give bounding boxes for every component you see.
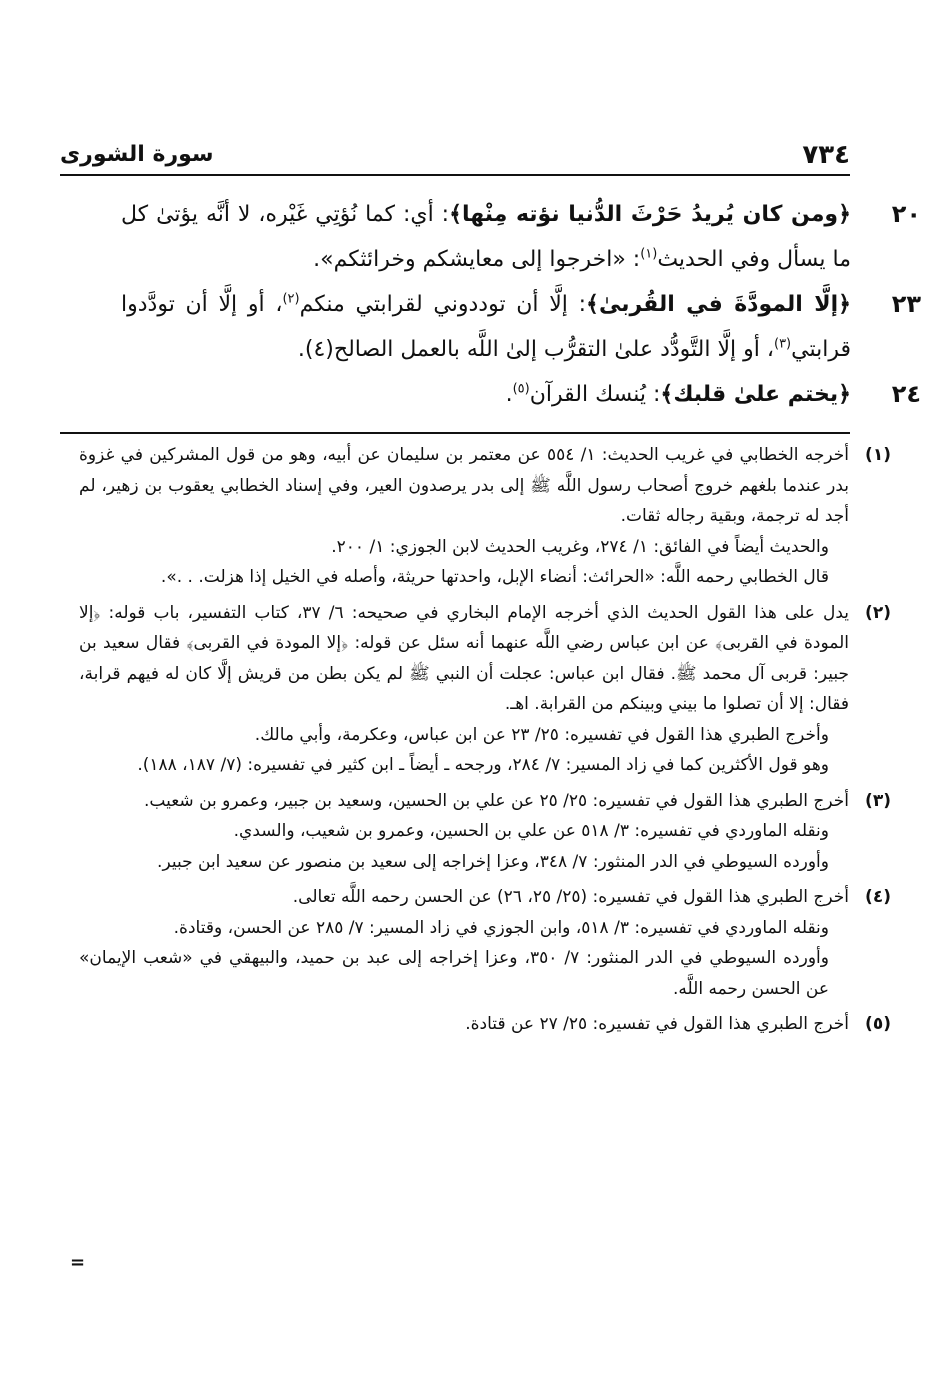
- footnote-paragraph: أخرج الطبري هذا القول في تفسيره: ٢٥/ ٢٧ عن قتادة.: [465, 1014, 849, 1034]
- footnote-paragraph: أخرج الطبري هذا القول في تفسيره: (٢٥/ ٢٥، ٢٦) عن الحسن رحمه اللَّه تعالى.: [292, 887, 849, 907]
- footnote: [79, 786, 891, 878]
- footnote-paragraph: أخرجه الخطابي في غريب الحديث: ١/ ٥٥٤ عن معتمر بن سليمان عن أبيه، وهو من قول المشركين في غزوة بدر عندما بلغهم خروج أصحاب رسول اللَّه ﷺ إلى بدر يرصدون العير، وفي إسناد الخطابي يعقوب بن زهير، لم أجد له ترجمة، وبقية رجاله ثقات.: [79, 445, 849, 526]
- footnote-ref[interactable]: (٥): [512, 381, 530, 397]
- verse-number: ٢٤: [891, 380, 921, 408]
- footnote-paragraph: ونقله الماوردي في تفسيره: ٣/ ٥١٨، وابن الجوزي في زاد المسير: ٧/ ٢٨٥ عن الحسن، وقتادة.: [173, 917, 829, 938]
- footnotes-section: [79, 440, 891, 1045]
- verse-quote: ﴿إلَّا المودَّةَ في القُربىٰ﴾: [586, 292, 852, 317]
- commentary-entry: [121, 372, 921, 417]
- footnote-ref[interactable]: (١): [640, 246, 658, 262]
- footnote: [79, 1009, 891, 1040]
- gloss: ، أو إلَّا أن تودَّدوا قرابتي: [121, 292, 851, 362]
- footnote-paragraph: وأخرج الطبري هذا القول في تفسيره: ٢٥/ ٢٣ عن ابن عباس، وعكرمة، وأبي مالك.: [254, 724, 829, 745]
- gloss: : يُنسك القرآن: [529, 382, 661, 407]
- footnote-number: (١): [865, 445, 891, 465]
- gloss: ، أو إلَّا التَّودُّد علىٰ التقرُّب إلىٰ اللَّه بالعمل الصالح(٤).: [297, 337, 774, 362]
- footnote-paragraph: والحديث أيضاً في الفائق: ١/ ٢٧٤، وغريب الحديث لابن الجوزي: ١/ ٢٠٠.: [331, 536, 829, 557]
- commentary-text: [121, 192, 851, 282]
- verse-number: ٢٣: [891, 290, 921, 318]
- commentary-entry: [121, 192, 921, 282]
- footnote: [79, 440, 891, 593]
- footnote-paragraph: وأورده السيوطي في الدر المنثور: ٧/ ٣٥٠، وعزا إخراجه إلى عبد بن حميد، والبيهقي في «شعب الإيمان» عن الحسن رحمه اللَّه.: [79, 948, 829, 999]
- surah-title: سورة الشورى: [60, 142, 214, 167]
- verse-quote: ﴿ومن كان يُريدُ حَرْثَ الدُّنيا نؤته مِنْها﴾: [449, 202, 852, 227]
- footnote: [79, 598, 891, 781]
- verse-quote: ﴿يختم علىٰ قلبك﴾: [660, 382, 851, 407]
- verse-number: ٢٠: [891, 200, 921, 228]
- gloss: : إلَّا أن توددوني لقرابتي منكم: [299, 292, 587, 317]
- footnote-ref[interactable]: (٣): [773, 336, 792, 352]
- footnote-paragraph: ونقله الماوردي في تفسيره: ٣/ ٥١٨ عن علي بن الحسين، وعمرو بن شعيب، والسدي.: [233, 821, 829, 841]
- commentary-entry: [121, 282, 921, 372]
- page-header: [60, 140, 850, 176]
- gloss: .: [505, 382, 513, 407]
- page-number: ٧٣٤: [802, 140, 850, 170]
- commentary-section: [121, 192, 921, 417]
- footnote-number: (٥): [865, 1014, 891, 1034]
- footnote-paragraph: وهو قول الأكثرين كما في زاد المسير: ٧/ ٢٨٤، ورجحه ـ أيضاً ـ ابن كثير في تفسيره: (٧/ ١٨٧، ١٨٨).: [137, 755, 829, 775]
- footnote-number: (٢): [865, 602, 891, 623]
- footnote-paragraph: قال الخطابي رحمه اللَّه: «الحرائث: أنضاء الإبل، واحدتها حريثة، وأصله في الخيل إذا هزلت. . .».: [160, 567, 829, 587]
- footnote-number: (٤): [865, 887, 891, 907]
- continuation-marker: =: [70, 1252, 86, 1273]
- gloss: : «اخرجوا إلى معايشكم وخرائثكم».: [313, 247, 641, 272]
- gloss: : أي: كما نُؤتِي غَيْره، لا أنَّه يؤتىٰ كل ما يسأل وفي الحديث: [121, 202, 851, 272]
- commentary-text: [121, 282, 851, 372]
- footnote-number: (٣): [865, 790, 891, 811]
- footnote-paragraph: وأورده السيوطي في الدر المنثور: ٧/ ٣٤٨، وعزا إخراجه إلى سعيد بن منصور عن سعيد ابن جبير.: [157, 851, 829, 872]
- footnote-paragraph: أخرج الطبري هذا القول في تفسيره: ٢٥/ ٢٥ عن علي بن الحسين، وسعيد بن جبير، وعمرو بن شعيب.: [144, 790, 849, 811]
- footnote: [79, 882, 891, 1004]
- commentary-text: [121, 372, 851, 417]
- footnote-paragraph: يدل على هذا القول الحديث الذي أخرجه الإمام البخاري في صحيحه: ٦/ ٣٧، كتاب التفسير، باب قوله: ﴿إلا المودة في القربى﴾ عن ابن عباس رضي اللَّه عنهما أنه سئل عن قوله: ﴿إلا المودة في القربى﴾ فقال سعيد بن جبير: قربى آل محمد ﷺ. فقال ابن عباس: عجلت أن النبي ﷺ لم يكن بطن من قريش إلَّا كان له فيهم قرابة، فقال: إلا أن تصلوا ما بيني وبينكم من القرابة. اهـ.: [79, 602, 850, 714]
- footnote-ref[interactable]: (٢): [282, 291, 300, 307]
- footnote-divider: [60, 432, 850, 434]
